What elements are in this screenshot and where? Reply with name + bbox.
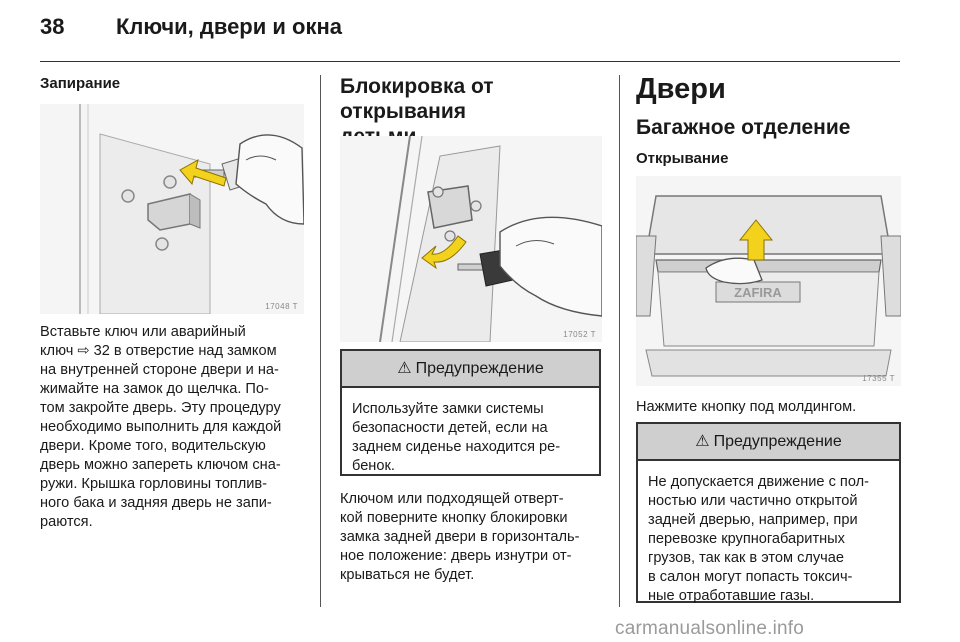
warning-title: Предупреждение [415, 360, 544, 377]
warning-box-tailgate [636, 422, 901, 603]
text-line: заднем сиденье находится ре- [352, 439, 561, 455]
subsection-heading-opening: Открывание [636, 150, 729, 167]
child-lock-instructions [340, 490, 608, 585]
text-line: раются. [40, 514, 93, 530]
text-line: необходимо выполнить для каждой [40, 419, 282, 435]
figure-code: 17048 T [265, 302, 298, 311]
text-line: грузов, так как в этом случае [648, 550, 845, 566]
page-number: 38 [40, 14, 65, 39]
column-divider-2 [619, 75, 620, 607]
text-line: задней дверью, например, при [648, 512, 858, 528]
warning-body [638, 461, 899, 616]
text-line: дверь можно запереть ключом сна- [40, 457, 281, 473]
locking-instructions [40, 323, 306, 532]
text-line: крываться не будет. [340, 567, 475, 583]
badge-text: ZAFIRA [734, 285, 782, 300]
text-line: Не допускается движение с пол- [648, 474, 870, 490]
subsection-heading-luggage: Багажное отделение [636, 116, 851, 139]
text-line: ные отработавшие газы. [648, 588, 815, 604]
warning-body [342, 388, 599, 486]
text-line: Используйте замки системы [352, 401, 544, 417]
text-line: ностью или частично открытой [648, 493, 858, 509]
column-divider-1 [320, 75, 321, 607]
warning-header [342, 351, 599, 388]
page-title: Ключи, двери и окна [116, 14, 342, 39]
text-line: ключ ⇨ 32 в отверстие над замком [40, 343, 277, 359]
figure-code: 17355 T [862, 374, 895, 383]
text-line: безопасности детей, если на [352, 420, 548, 436]
warning-triangle-icon: ⚠ [397, 360, 412, 377]
text-line: кой поверните кнопку блокировки [340, 510, 568, 526]
text-line: Вставьте ключ или аварийный [40, 324, 246, 340]
text-line: ное положение: дверь изнутри от- [340, 548, 572, 564]
text-line: Ключом или подходящей отверт- [340, 491, 564, 507]
text-line: том закройте дверь. Эту процедуру [40, 400, 281, 416]
figure-code: 17052 T [563, 330, 596, 339]
door-lock-illustration [40, 104, 304, 314]
text-line: двери. Кроме того, водительскую [40, 438, 266, 454]
text-line: ружи. Крышка горловины топлив- [40, 476, 267, 492]
text-line: жимайте на замок до щелчка. По- [40, 381, 269, 397]
header-divider [40, 61, 900, 62]
heading-line: Блокировка от открывания [340, 75, 494, 123]
text-line: замка задней двери в горизонталь- [340, 529, 580, 545]
tailgate-illustration [636, 176, 901, 386]
child-lock-illustration [340, 136, 602, 342]
text-line: ного бака и задняя дверь не запи- [40, 495, 272, 511]
watermark-text[interactable]: carmanualsonline.info [615, 618, 805, 639]
section-heading-locking: Запирание [40, 75, 121, 92]
warning-triangle-icon: ⚠ [695, 433, 710, 450]
tailgate-caption: Нажмите кнопку под молдингом. [636, 399, 857, 415]
warning-title: Предупреждение [713, 433, 842, 450]
text-line: перевозке крупногабаритных [648, 531, 845, 547]
text-line: в салон могут попасть токсич- [648, 569, 853, 585]
warning-box-child-lock [340, 349, 601, 476]
warning-header [638, 424, 899, 461]
text-line: бенок. [352, 458, 395, 474]
text-line: на внутренней стороне двери и на- [40, 362, 279, 378]
section-heading-doors: Двери [636, 73, 726, 105]
